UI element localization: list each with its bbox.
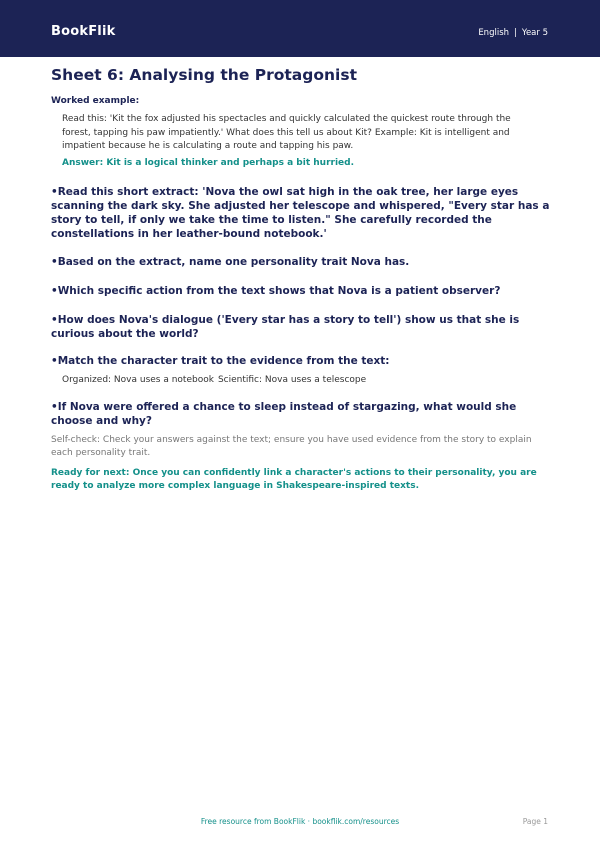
page-number: Page 1 (522, 817, 548, 826)
worked-example-label: Worked example: (51, 96, 140, 106)
ready-for-next-note: Ready for next: Once you can confidently link a character's actions to their personality, you are ready to analyze more complex language in Shakespeare-inspired texts. (51, 467, 537, 491)
question-sleep-or-stargaze: •If Nova were offered a chance to sleep instead of stargazing, what would she choose and why? (51, 400, 517, 427)
question-personality-trait: •Based on the extract, name one personality trait Nova has. (51, 255, 410, 268)
worked-example-body: Read this: 'Kit the fox adjusted his spectacles and quickly calculated the quickest route through the forest, tapping his paw impatiently.' What does this tell us about Kit? Example: Kit is intelligent and impatient because he is calculating a route and tapping his paw. (62, 114, 511, 152)
question-dialogue-curiosity: •How does Nova's dialogue ('Every star has a story to tell') show us that she is curious about the world? (51, 313, 520, 340)
year-label: Year 5 (521, 28, 548, 38)
question-match-trait: •Match the character trait to the evidence from the text: (51, 354, 390, 367)
subject-label: English (478, 28, 510, 38)
header-meta (478, 28, 548, 38)
worked-example-answer: Answer: Kit is a logical thinker and perhaps a bit hurried. (62, 157, 355, 168)
match-item: Scientific: Nova uses a telescope (217, 374, 367, 385)
match-items (51, 374, 551, 386)
page-header (0, 0, 600, 57)
meta-separator: | (514, 28, 517, 38)
brand-logo-text: BookFlik (51, 24, 116, 39)
worksheet-content (51, 66, 551, 493)
question-extract: •Read this short extract: 'Nova the owl sat high in the oak tree, her large eyes scanning the dark sky. She adjusted her telescope and whispered, "Every star has a story to tell, if only we take the time to listen." She carefully recorded the constellations in her leather-bound notebook.' (51, 185, 550, 240)
page-title: Sheet 6: Analysing the Protagonist (51, 66, 357, 84)
footer-resource-link[interactable]: Free resource from BookFlik · bookflik.com/resources (200, 817, 400, 826)
question-patient-observer: •Which specific action from the text shows that Nova is a patient observer? (51, 284, 501, 297)
match-item: Organized: Nova uses a notebook (62, 374, 214, 385)
self-check-note: Self-check: Check your answers against the text; ensure you have used evidence from the story to explain each personality trait. (51, 434, 532, 459)
